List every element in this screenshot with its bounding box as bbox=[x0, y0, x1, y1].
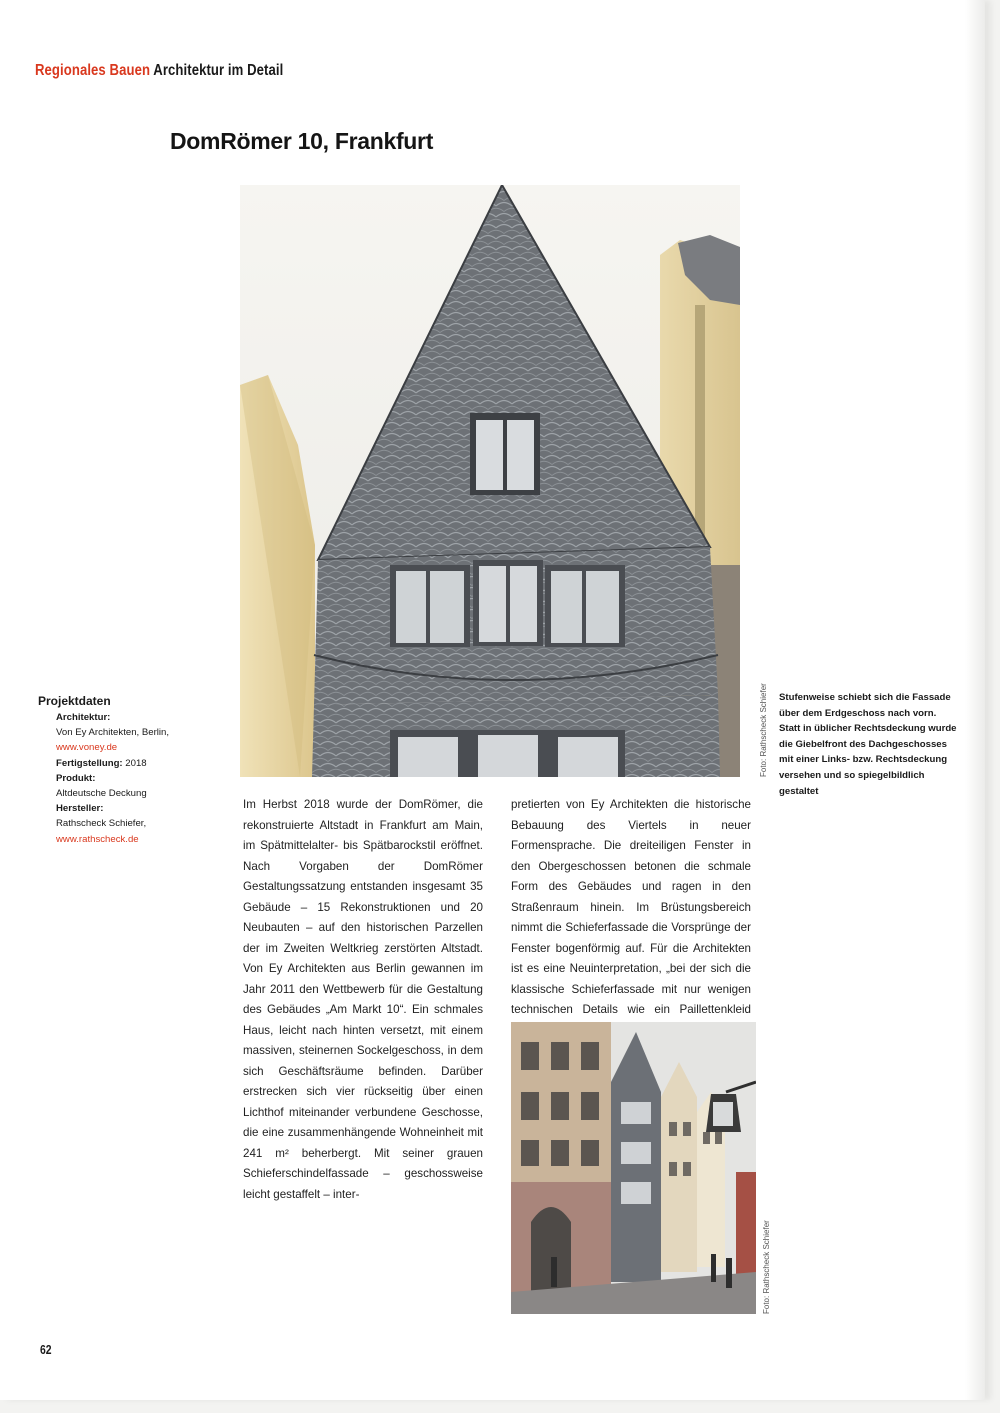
manufacturer-value: Rathscheck Schiefer, bbox=[56, 818, 147, 830]
main-photo-slate-house bbox=[240, 185, 740, 777]
section-secondary: Architektur im Detail bbox=[153, 62, 284, 79]
architecture-value: Von Ey Architekten, Berlin, bbox=[56, 727, 170, 739]
product-value: Altdeutsche Deckung bbox=[56, 788, 147, 800]
street-photo bbox=[511, 1022, 756, 1314]
main-photo-credit: Foto: Rathscheck Schiefer bbox=[759, 683, 768, 777]
project-data-box bbox=[38, 693, 208, 847]
article-title: DomRömer 10, Frankfurt bbox=[170, 128, 434, 154]
photo-caption: Stufenweise schiebt sich die Fassade über dem Erdgeschoss nach vorn. Statt in üblicher Rechtsdeckung wurde die Giebelfront des Dachgeschosses mit einer Links- bzw. Rechtsdeckung versehen und so spiegelbildlich gestaltet bbox=[779, 692, 957, 797]
manufacturer-website-link[interactable]: www.rathscheck.de bbox=[56, 833, 139, 845]
old-town-street-illustration bbox=[511, 1022, 756, 1314]
slate-house-illustration bbox=[240, 185, 740, 777]
section-label bbox=[35, 62, 283, 80]
architecture-label: Architektur: bbox=[56, 712, 111, 723]
manufacturer-label: Hersteller: bbox=[56, 803, 104, 815]
completion-label: Fertigstellung: bbox=[56, 757, 123, 769]
completion-value: 2018 bbox=[125, 757, 147, 769]
page-edge-shadow bbox=[965, 0, 985, 1400]
body-column-2: pretierten von Ey Architekten die historische Bebauung des Viertels in neuer Formensprache. Die dreiteiligen Fenster in den Obergeschossen betonen die schmale Form des Gebäudes und ragen in den Straßenraum hinein. Im Brüstungsbereich nimmt die Schieferfassade die Vorsprünge der Fenster bogenförmig auf. Für die Architekten ist es eine Neuinterpretation, „bei der sich die klassische Schieferfassade mit nur wenigen technischen Details wie ein Paillettenkleid bbox=[511, 798, 751, 1016]
body-column-1: Im Herbst 2018 wurde der DomRömer, die rekonstruierte Altstadt in Frankfurt am Main, im Spätmittelalter- bis Spätbarockstil eröffnet. Nach Vorgaben der DomRömer Gestaltungssatzung entstanden insgesamt 35 Gebäude – 15 Rekonstruktionen und 20 Neubauten – auf den historischen Parzellen der im Zweiten Weltkrieg zerstörten Altstadt. Von Ey Architekten aus Berlin gewannen im Jahr 2011 den Wettbewerb für die Gestaltung des Gebäudes „Am Markt 10“. Ein schmales Haus, leicht nach hinten versetzt, mit einem massiven, steinernen Sockelgeschoss, in dem sich Geschäftsräume befinden. Darüber erstrecken sich vier rückseitig über einen Lichthof miteinander verbundene Geschosse, die eine zusammenhängende Wohneinheit mit 241 m² beherbergt. Mit seiner grauen Schieferschindelfassade – geschossweise leicht gestaffelt – inter- bbox=[243, 798, 483, 1201]
section-primary: Regionales Bauen bbox=[35, 62, 151, 79]
project-heading: Projektdaten bbox=[38, 694, 111, 708]
page-number: 62 bbox=[40, 1342, 52, 1357]
street-photo-credit: Foto: Rathscheck Schiefer bbox=[762, 1220, 771, 1314]
product-label: Produkt: bbox=[56, 772, 96, 784]
architect-website-link[interactable]: www.voney.de bbox=[56, 742, 118, 754]
